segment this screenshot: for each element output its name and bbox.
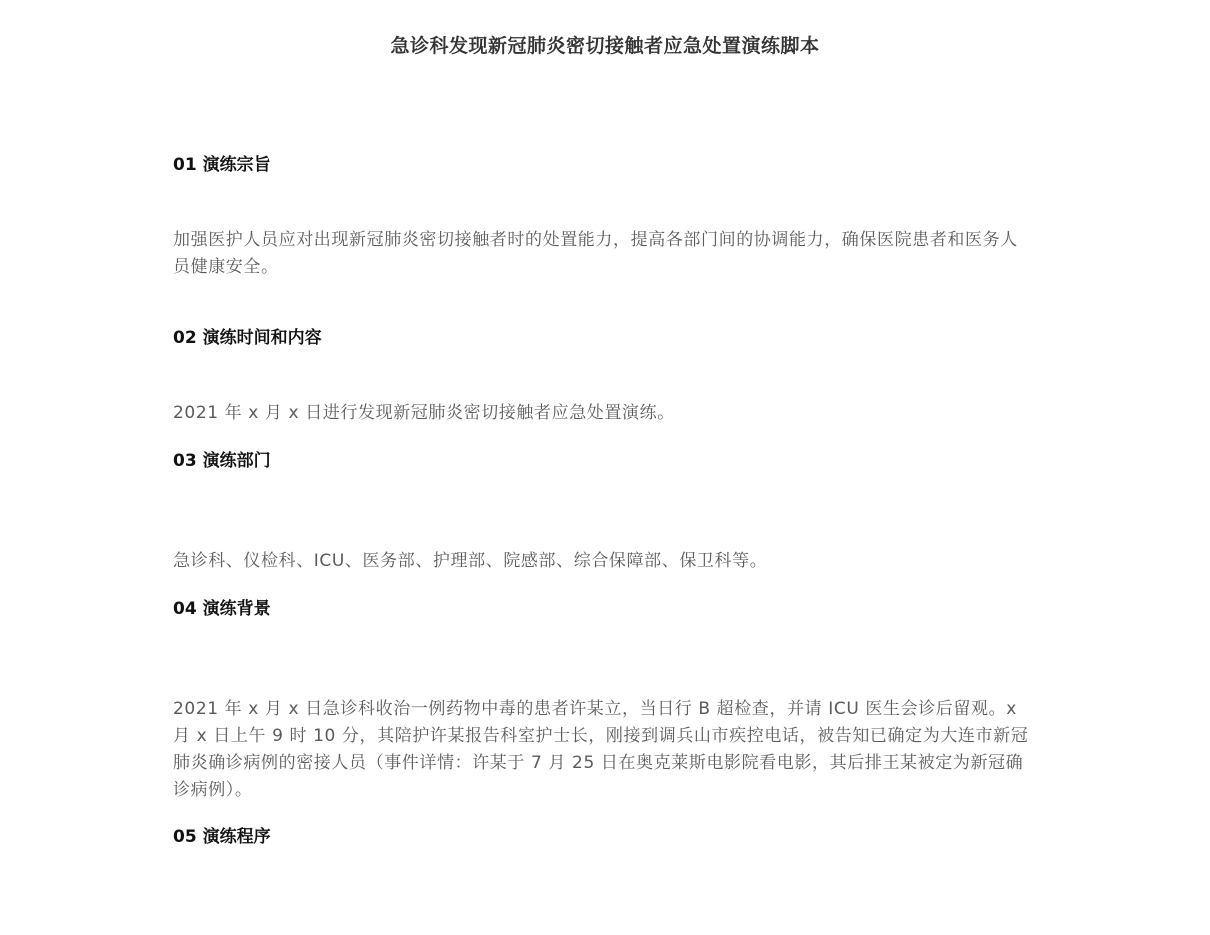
document-title: 急诊科发现新冠肺炎密切接触者应急处置演练脚本 [390,35,820,57]
section-heading-purpose: 01 演练宗旨 [173,155,271,175]
section-heading-procedure: 05 演练程序 [173,827,271,847]
section-body-time-content: 2021 年 x 月 x 日进行发现新冠肺炎密切接触者应急处置演练。 [173,403,675,423]
section-heading-time-content: 02 演练时间和内容 [173,328,322,348]
section-body-background: 2021 年 x 月 x 日急诊科收治一例药物中毒的患者许某立，当日行 B 超检查，并请 ICU 医生会诊后留观。x 月 x 日上午 9 时 10 分，其陪护许某报告科室护士长，刚接到调兵山市疾控电话，被告知已确定为大连市新冠肺炎确诊病例的密接人员（事件详情：许某于 7 月 25 日在奥克莱斯电影院看电影，其后排王某被定为新冠确诊病例）。 [173,699,1029,800]
section-heading-background: 04 演练背景 [173,599,271,619]
section-body-departments: 急诊科、仪检科、ICU、医务部、护理部、院感部、综合保障部、保卫科等。 [173,551,768,571]
section-body-purpose: 加强医护人员应对出现新冠肺炎密切接触者时的处置能力，提高各部门间的协调能力，确保医院患者和医务人员健康安全。 [173,230,1018,277]
section-heading-departments: 03 演练部门 [173,451,271,471]
